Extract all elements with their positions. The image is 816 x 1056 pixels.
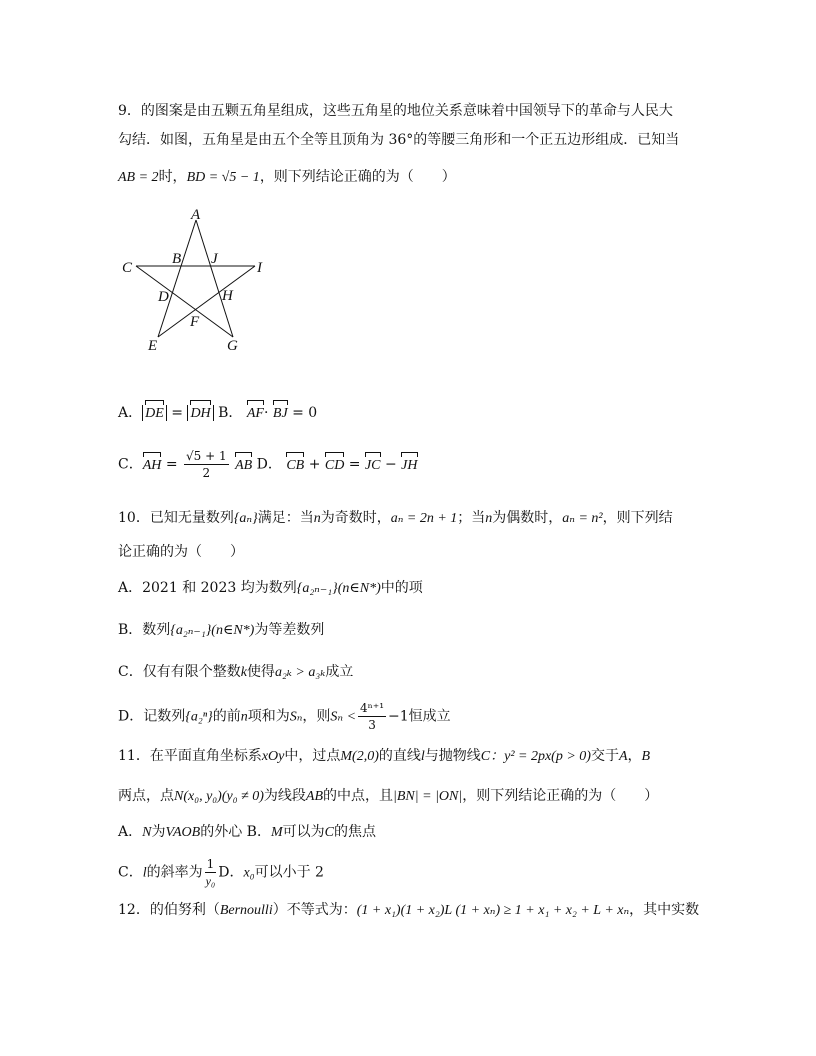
q10-option-d: D．记数列{a₂ⁿ}的前n项和为Sₙ，则Sₙ < $\frac{\text{4ⁿ⁺¹}}{3}$ −1恒成立 [118,701,451,732]
fraction-1-over-y0: $\frac{1}{\text{y₀}}$ [205,857,216,888]
line-E-I [158,266,255,337]
q10-option-b: B．数列{a₂ₙ₋₁}(n∈N*)为等差数列 [118,622,325,638]
fraction-4n1-over-3: $\frac{\text{4ⁿ⁺¹}}{3}$ [360,701,385,732]
line-C-G [136,266,233,337]
q10-option-a: A．2021 和 2023 均为数列{a₂ₙ₋₁}(n∈N*)中的项 [118,580,423,596]
q9-cond-ab: AB = 2 [118,170,159,185]
q9-line-3: AB = 2时，BD = √5 − 1，则下列结论正确的为（ ） [118,169,456,185]
vec-JH: JH [401,452,417,476]
label-G: G [227,338,238,354]
label-B: B [172,251,182,267]
label-J: J [211,251,218,267]
q10-line-1: 10．已知无量数列{aₙ}满足：当n为奇数时，aₙ = 2n + 1；当n为偶数时，aₙ = n²，则下列结 [118,510,673,526]
q9-line-1: 9．的图案是由五颗五角星组成，这些五角星的地位关系意味着中国领导下的革命与人民大 [118,103,673,119]
vec-abs-DH: DH [187,405,213,421]
q9-line-2: 勾结．如图，五角星是由五个全等且顶角为 36°的等腰三角形和一个正五边形组成．已知当 [118,132,680,148]
q9-options-ab: A． DE = DH B． AF· BJ = 0 [118,400,317,424]
vec-JC: JC [365,452,381,476]
pentagram-figure [110,200,290,360]
q10-option-c: C．仅有有限个整数k使得a₂ₖ > a₃ₖ成立 [118,664,354,680]
label-F: F [190,314,200,330]
vec-AB: AB [235,452,252,476]
q9-options-cd: C．AH = $\frac{√5 + 1}{2}$ AB D． CB + CD = JC − JH [118,449,418,480]
vec-AH: AH [143,452,162,476]
q11-line-1: 11．在平面直角坐标系xOy中，过点M(2,0)的直线l与抛物线C：y² = 2px(p > 0)交于A，B [118,748,651,764]
label-H: H [222,288,233,304]
vec-CB: CB [286,452,304,476]
q11-options-ab: A．N为VAOB的外心 B．M可以为C的焦点 [118,824,376,840]
line-G-A [196,220,233,337]
label-D: D [158,289,169,305]
q9-cond-bd: BD = √5 − 1 [186,170,260,185]
vec-AF: AF [247,400,264,424]
q12-line-1: 12．的伯努利（Bernoulli）不等式为：(1 + x₁)(1 + x₂)L (1 + xₙ) ≥ 1 + x₁ + x₂ + L + xₙ，其中实数 [118,902,700,918]
q11-line-2: 两点，点N(x₀, y₀)(y₀ ≠ 0)为线段AB的中点，且|BN| = |ON|，则下列结论正确的为（ ） [118,788,659,804]
label-A: A [191,207,201,223]
label-I: I [257,260,262,276]
q11-options-cd: C．l的斜率为 $\frac{1}{\text{y₀}}$ D．x₀可以小于 2 [118,857,324,888]
q10-line-2: 论正确的为（ ） [118,544,244,560]
label-E: E [148,338,158,354]
vec-CD: CD [325,452,344,476]
vec-abs-DE: DE [142,405,167,421]
fraction-sqrt5-plus-1-over-2: $\frac{√5 + 1}{2}$ [186,449,227,480]
label-C: C [122,260,133,276]
vec-BJ: BJ [273,400,288,424]
